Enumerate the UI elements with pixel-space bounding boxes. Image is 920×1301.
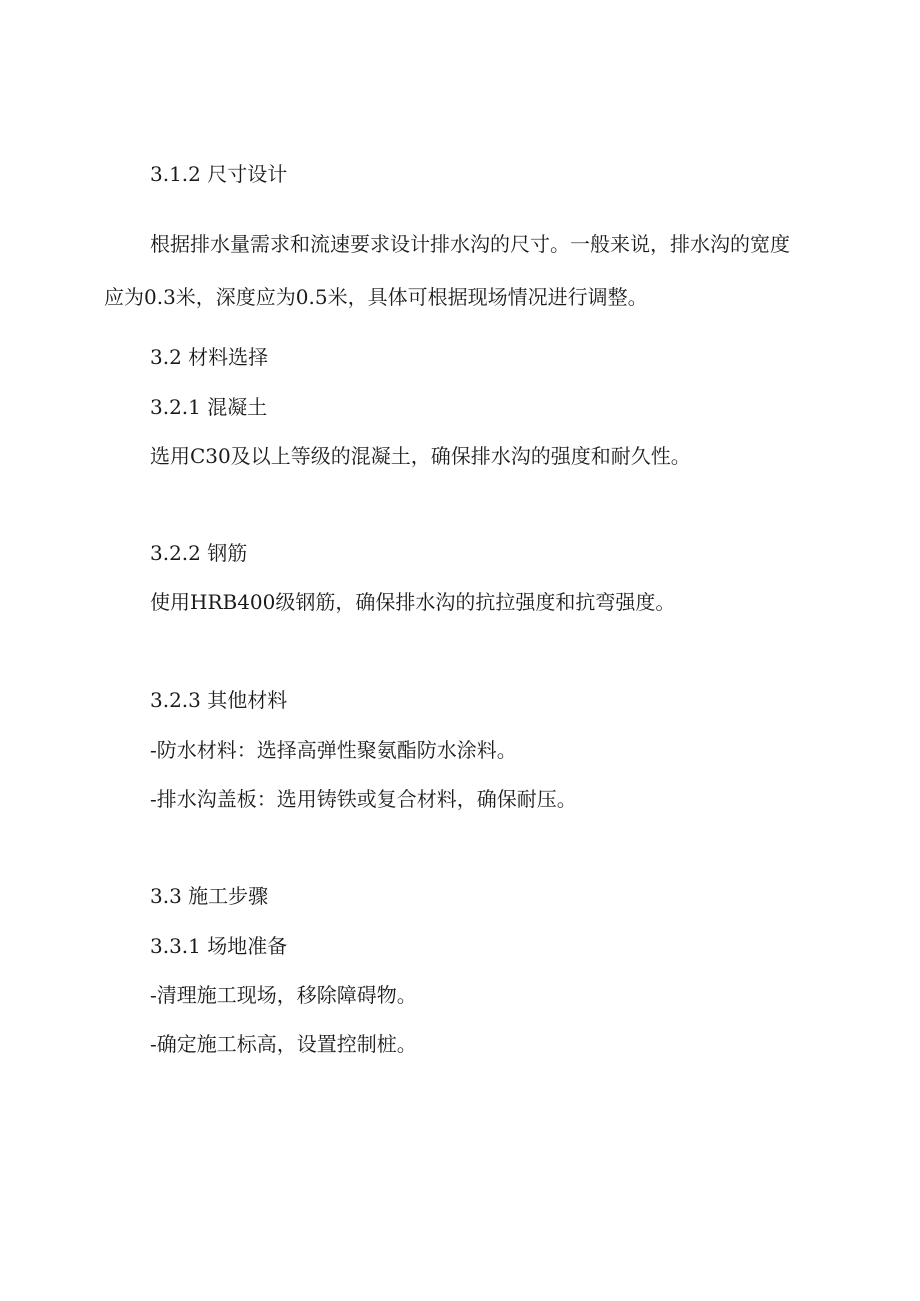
list-item-drain-cover: -排水沟盖板：选用铸铁或复合材料，确保耐压。 — [150, 787, 577, 811]
paragraph-concrete: 选用C30及以上等级的混凝土，确保排水沟的强度和耐久性。 — [150, 444, 691, 468]
paragraph-dimension-design: 根据排水量需求和流速要求设计排水沟的尺寸。一般来说，排水沟的宽度应为0.3米，深度应为0.5米，具体可根据现场情况进行调整。 — [104, 232, 790, 309]
section-heading-3-2: 3.2 材料选择 — [150, 345, 269, 369]
section-heading-3-3: 3.3 施工步骤 — [150, 884, 269, 908]
section-heading-3-1-2: 3.1.2 尺寸设计 — [150, 162, 288, 186]
list-item-waterproofing: -防水材料：选择高弹性聚氨酯防水涂料。 — [150, 738, 517, 762]
list-item-elevation-stakes: -确定施工标高，设置控制桩。 — [150, 1032, 417, 1056]
paragraph-rebar: 使用HRB400级钢筋，确保排水沟的抗拉强度和抗弯强度。 — [150, 590, 676, 614]
list-item-site-clearing: -清理施工现场，移除障碍物。 — [150, 983, 417, 1007]
section-heading-3-2-1: 3.2.1 混凝土 — [150, 395, 268, 419]
section-heading-3-2-2: 3.2.2 钢筋 — [150, 541, 248, 565]
section-heading-3-3-1: 3.3.1 场地准备 — [150, 934, 288, 958]
section-heading-3-2-3: 3.2.3 其他材料 — [150, 688, 288, 712]
